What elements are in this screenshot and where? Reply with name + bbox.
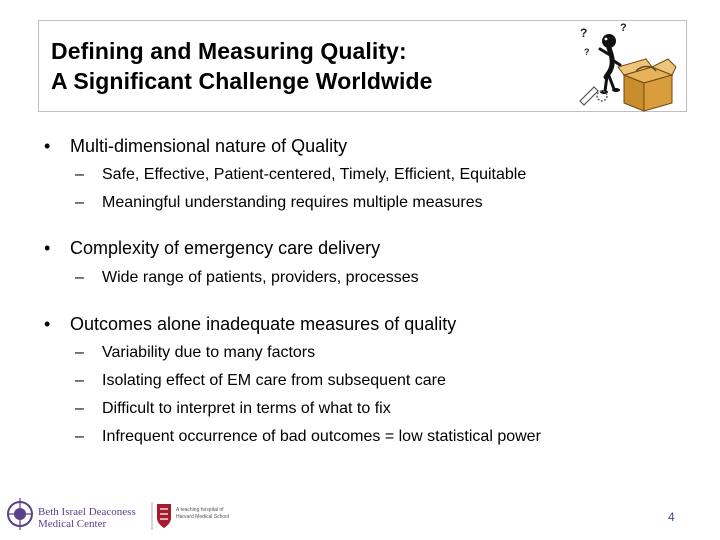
sub-bullet-text: Safe, Effective, Patient-centered, Timely, Efficient, Equitable <box>102 166 527 183</box>
bullet-marker: • <box>44 314 51 334</box>
title-box <box>38 20 687 112</box>
sub-bullet-marker: – <box>75 166 84 183</box>
org-name-line-2: Medical Center <box>38 518 107 530</box>
sub-bullet-marker: – <box>75 269 84 286</box>
sub-bullet-text: Wide range of patients, providers, processes <box>102 269 419 286</box>
svg-text:?: ? <box>620 22 627 34</box>
affiliation-line-2: Harvard Medical School <box>176 514 230 520</box>
page-number: 4 <box>668 510 675 524</box>
bullet-text: Multi-dimensional nature of Quality <box>70 136 348 156</box>
sub-bullet-marker: – <box>75 400 84 417</box>
bullet-text: Complexity of emergency care delivery <box>70 238 381 258</box>
sub-bullet-text: Infrequent occurrence of bad outcomes = low statistical power <box>102 428 541 445</box>
title-line-2: A Significant Challenge Worldwide <box>51 68 433 94</box>
sub-bullet-marker: – <box>75 344 84 361</box>
org-name-line-1: Beth Israel Deaconess <box>38 506 136 518</box>
bullet-marker: • <box>44 136 51 156</box>
bidmc-logo <box>6 494 230 536</box>
sub-bullet-text: Variability due to many factors <box>102 344 316 361</box>
sub-bullet-marker: – <box>75 372 84 389</box>
puzzled-figure-with-box-illustration <box>572 21 682 113</box>
bullet-marker: • <box>44 238 51 258</box>
sub-bullet-text: Difficult to interpret in terms of what to fix <box>102 400 391 417</box>
bidmc-emblem-icon <box>8 498 32 530</box>
affiliation-line-1: A teaching hospital of <box>176 507 224 513</box>
harvard-shield-icon <box>157 504 171 528</box>
svg-text:?: ? <box>580 26 588 40</box>
sub-bullet-marker: – <box>75 428 84 445</box>
sub-bullet-marker: – <box>75 194 84 211</box>
sub-bullet-text: Isolating effect of EM care from subsequent care <box>102 372 446 389</box>
svg-text:?: ? <box>584 47 590 57</box>
bullet-text: Outcomes alone inadequate measures of quality <box>70 314 457 334</box>
sub-bullet-text: Meaningful understanding requires multiple measures <box>102 194 483 211</box>
title-line-1: Defining and Measuring Quality: <box>51 38 407 64</box>
